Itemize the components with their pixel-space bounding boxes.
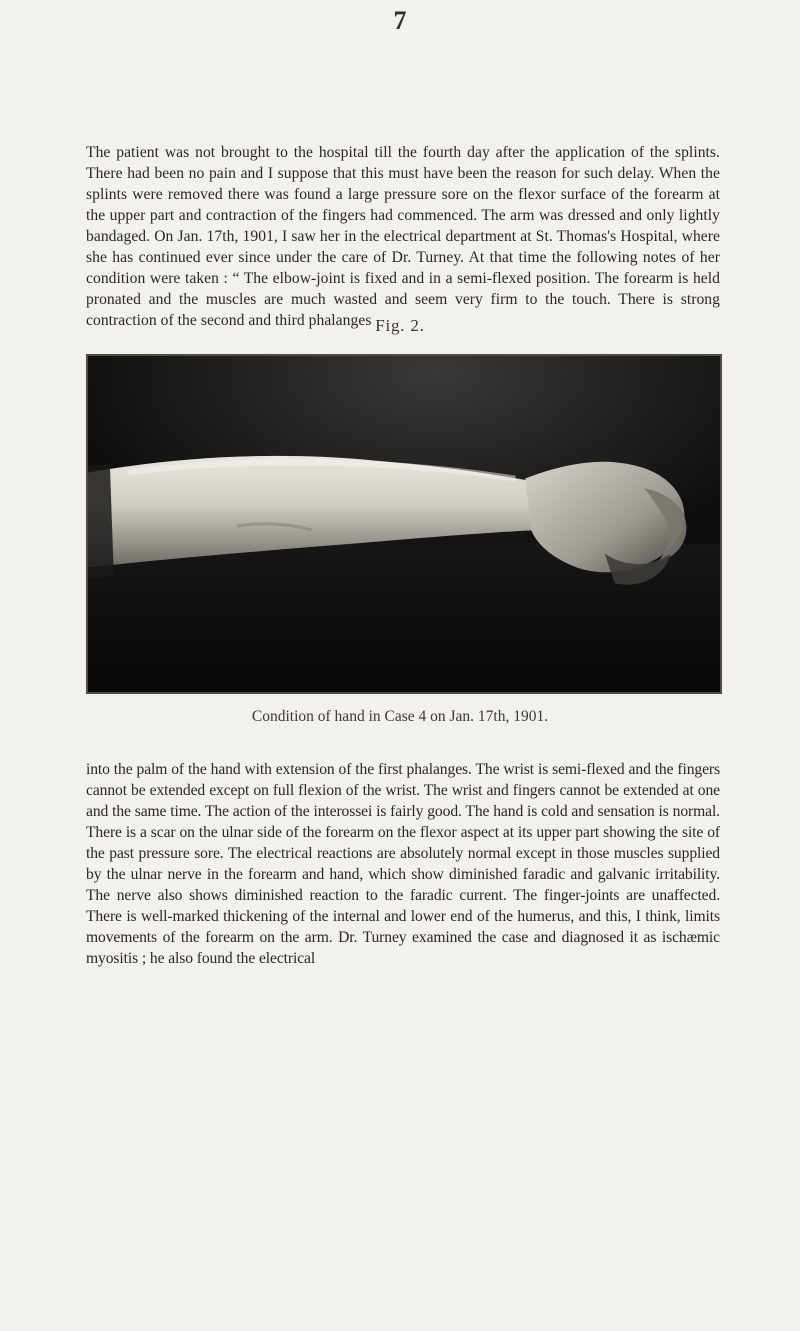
figure-label: Fig. 2. xyxy=(375,316,425,335)
paragraph-top: The patient was not brought to the hospital till the fourth day after the application of the splints. There had been no pain and I suppose that this must have been the reason for such delay. When the splints were removed there was found a large pressure sore on the flexor surface of the forearm at the upper part and contraction of the fingers had commenced. The arm was dressed and only lightly bandaged. On Jan. 17th, 1901, I saw her in the electrical department at St. Thomas's Hospital, where she has continued ever since under the care of Dr. Turney. At that time the following notes of her condition were taken : “ The elbow-joint is fixed and in a semi-flexed position. The forearm is held pronated and the muscles are much wasted and seem very firm to the touch. There is strong contraction of the second and third phalanges xyxy=(86,143,720,329)
figure-caption: Condition of hand in Case 4 on Jan. 17th, 1901. xyxy=(251,708,549,725)
page-number: 7 xyxy=(393,6,407,35)
paragraph-bottom: into the palm of the hand with extension of the first phalanges. The wrist is semi-flexed and the fingers cannot be extended except on full flexion of the wrist. The wrist and fingers cannot be extended at one and the same time. The action of the interossei is fairly good. The hand is cold and sensation is normal. There is a scar on the ulnar side of the forearm on the flexor aspect at its upper part showing the site of the past pressure sore. The electrical reactions are absolutely normal except in those muscles supplied by the ulnar nerve in the forearm and hand, which show diminished faradic and galvanic irritability. The nerve also shows diminished reaction to the faradic current. The finger-joints are unaffected. There is well-marked thickening of the internal and lower end of the humerus, and this, I think, limits movements of the forearm on the arm. Dr. Turney examined the case and diagnosed it as ischæmic myositis ; he also found the electrical xyxy=(86,760,720,967)
hand-photo-image xyxy=(88,356,720,692)
figure-photograph xyxy=(86,354,722,694)
